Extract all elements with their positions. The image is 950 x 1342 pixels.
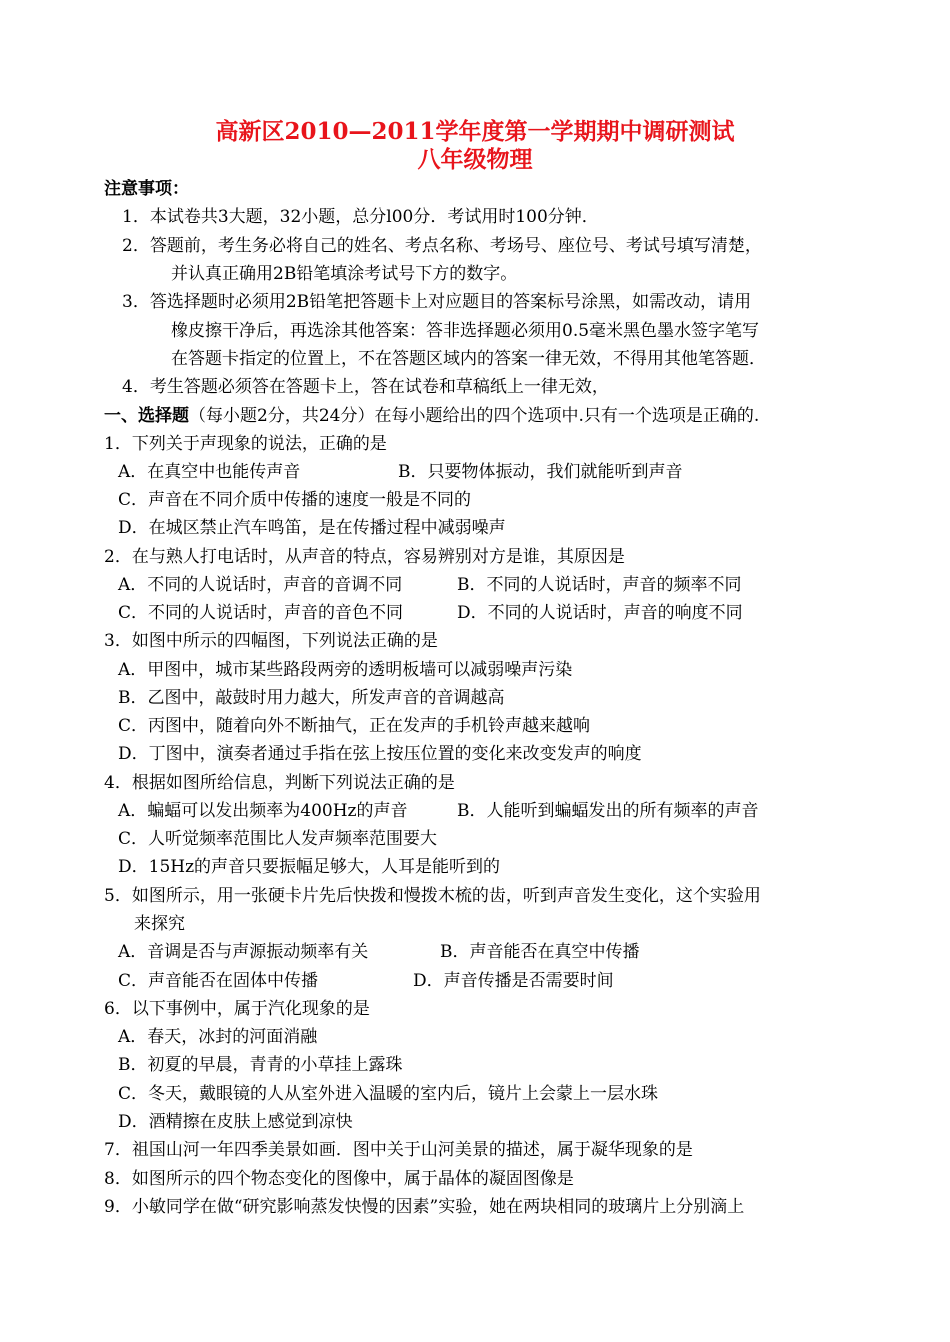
note-2-line1: 2．答题前，考生务必将自己的姓名、考点名称、考场号、座位号、考试号填写清楚， xyxy=(122,236,762,256)
q3-option-c: C．丙图中，随着向外不断抽气，正在发声的手机铃声越来越响 xyxy=(118,716,591,736)
q1-option-d: D．在城区禁止汽车鸣笛，是在传播过程中减弱噪声 xyxy=(118,518,506,538)
q4-stem: 4．根据如图所给信息，判断下列说法正确的是 xyxy=(104,773,455,793)
q2-stem: 2．在与熟人打电话时，从声音的特点，容易辨别对方是谁，其原因是 xyxy=(104,547,625,567)
note-2-line2: 并认真正确用2B铅笔填涂考试号下方的数字。 xyxy=(171,264,518,284)
note-3-line1: 3．答选择题时必须用2B铅笔把答题卡上对应题目的答案标号涂黑，如需改动，请用 xyxy=(122,292,752,312)
section-description: （每小题2分，共24分）在每小题给出的四个选项中.只有一个选项是正确的. xyxy=(189,406,760,426)
q4-option-b: B．人能听到蝙蝠发出的所有频率的声音 xyxy=(457,801,759,821)
q5-stem-line1: 5．如图所示，用一张硬卡片先后快拨和慢拨木梳的齿，听到声音发生变化，这个实验用 xyxy=(104,886,761,906)
exam-subtitle: 八年级物理 xyxy=(417,146,533,173)
note-3-line2: 橡皮擦干净后，再选涂其他答案：答非选择题必须用0.5毫米黑色墨水签字笔写 xyxy=(171,321,760,341)
note-4: 4．考生答题必须答在答题卡上，答在试卷和草稿纸上一律无效， xyxy=(122,377,609,397)
section-label: 一、选择题 xyxy=(104,406,189,426)
q5-option-c: C．声音能否在固体中传播 xyxy=(118,971,319,991)
q4-option-c: C．人听觉频率范围比人发声频率范围要大 xyxy=(118,829,438,849)
q3-option-d: D．丁图中，演奏者通过手指在弦上按压位置的变化来改变发声的响度 xyxy=(118,744,642,764)
q1-option-b: B．只要物体振动，我们就能听到声音 xyxy=(398,462,683,482)
q2-option-d: D．不同的人说话时，声音的响度不同 xyxy=(457,603,743,623)
exam-title: 高新区2010—2011学年度第一学期期中调研测试 xyxy=(215,118,735,145)
q6-option-a: A．春天，冰封的河面消融 xyxy=(118,1027,318,1047)
q3-stem: 3．如图中所示的四幅图，下列说法正确的是 xyxy=(104,631,438,651)
q1-option-a: A．在真空中也能传声音 xyxy=(118,462,301,482)
notes-heading: 注意事项： xyxy=(104,179,189,199)
q5-option-b: B．声音能否在真空中传播 xyxy=(440,942,640,962)
q3-option-a: A．甲图中，城市某些路段两旁的透明板墙可以减弱噪声污染 xyxy=(118,660,573,680)
note-1: 1．本试卷共3大题，32小题，总分l00分．考试用时100分钟． xyxy=(122,207,599,227)
q7-stem: 7．祖国山河一年四季美景如画．图中关于山河美景的描述，属于凝华现象的是 xyxy=(104,1140,693,1160)
q8-stem: 8．如图所示的四个物态变化的图像中，属于晶体的凝固图像是 xyxy=(104,1169,574,1189)
q5-stem-line2: 来探究 xyxy=(134,914,185,934)
note-3-line3: 在答题卡指定的位置上，不在答题区域内的答案一律无效，不得用其他笔答题． xyxy=(171,349,766,369)
q2-option-b: B．不同的人说话时，声音的频率不同 xyxy=(457,575,742,595)
q9-stem: 9．小敏同学在做“研究影响蒸发快慢的因素”实验，她在两块相同的玻璃片上分别滴上 xyxy=(104,1197,745,1217)
q5-option-d: D．声音传播是否需要时间 xyxy=(413,971,614,991)
q6-stem: 6．以下事例中，属于汽化现象的是 xyxy=(104,999,370,1019)
q5-option-a: A．音调是否与声源振动频率有关 xyxy=(118,942,369,962)
q3-option-b: B．乙图中，敲鼓时用力越大，所发声音的音调越高 xyxy=(118,688,505,708)
q6-option-c: C．冬天，戴眼镜的人从室外进入温暖的室内后，镜片上会蒙上一层水珠 xyxy=(118,1084,659,1104)
section-heading xyxy=(104,405,759,427)
q1-option-c: C．声音在不同介质中传播的速度一般是不同的 xyxy=(118,490,472,510)
q4-option-a: A．蝙蝠可以发出频率为400Hz的声音 xyxy=(118,801,408,821)
q2-option-c: C．不同的人说话时，声音的音色不同 xyxy=(118,603,404,623)
q6-option-d: D．酒精擦在皮肤上感觉到凉快 xyxy=(118,1112,353,1132)
q6-option-b: B．初夏的早晨，青青的小草挂上露珠 xyxy=(118,1055,403,1075)
q2-option-a: A．不同的人说话时，声音的音调不同 xyxy=(118,575,403,595)
q1-stem: 1．下列关于声现象的说法，正确的是 xyxy=(104,434,387,454)
q4-option-d: D．15Hz的声音只要振幅足够大，人耳是能听到的 xyxy=(118,857,501,877)
